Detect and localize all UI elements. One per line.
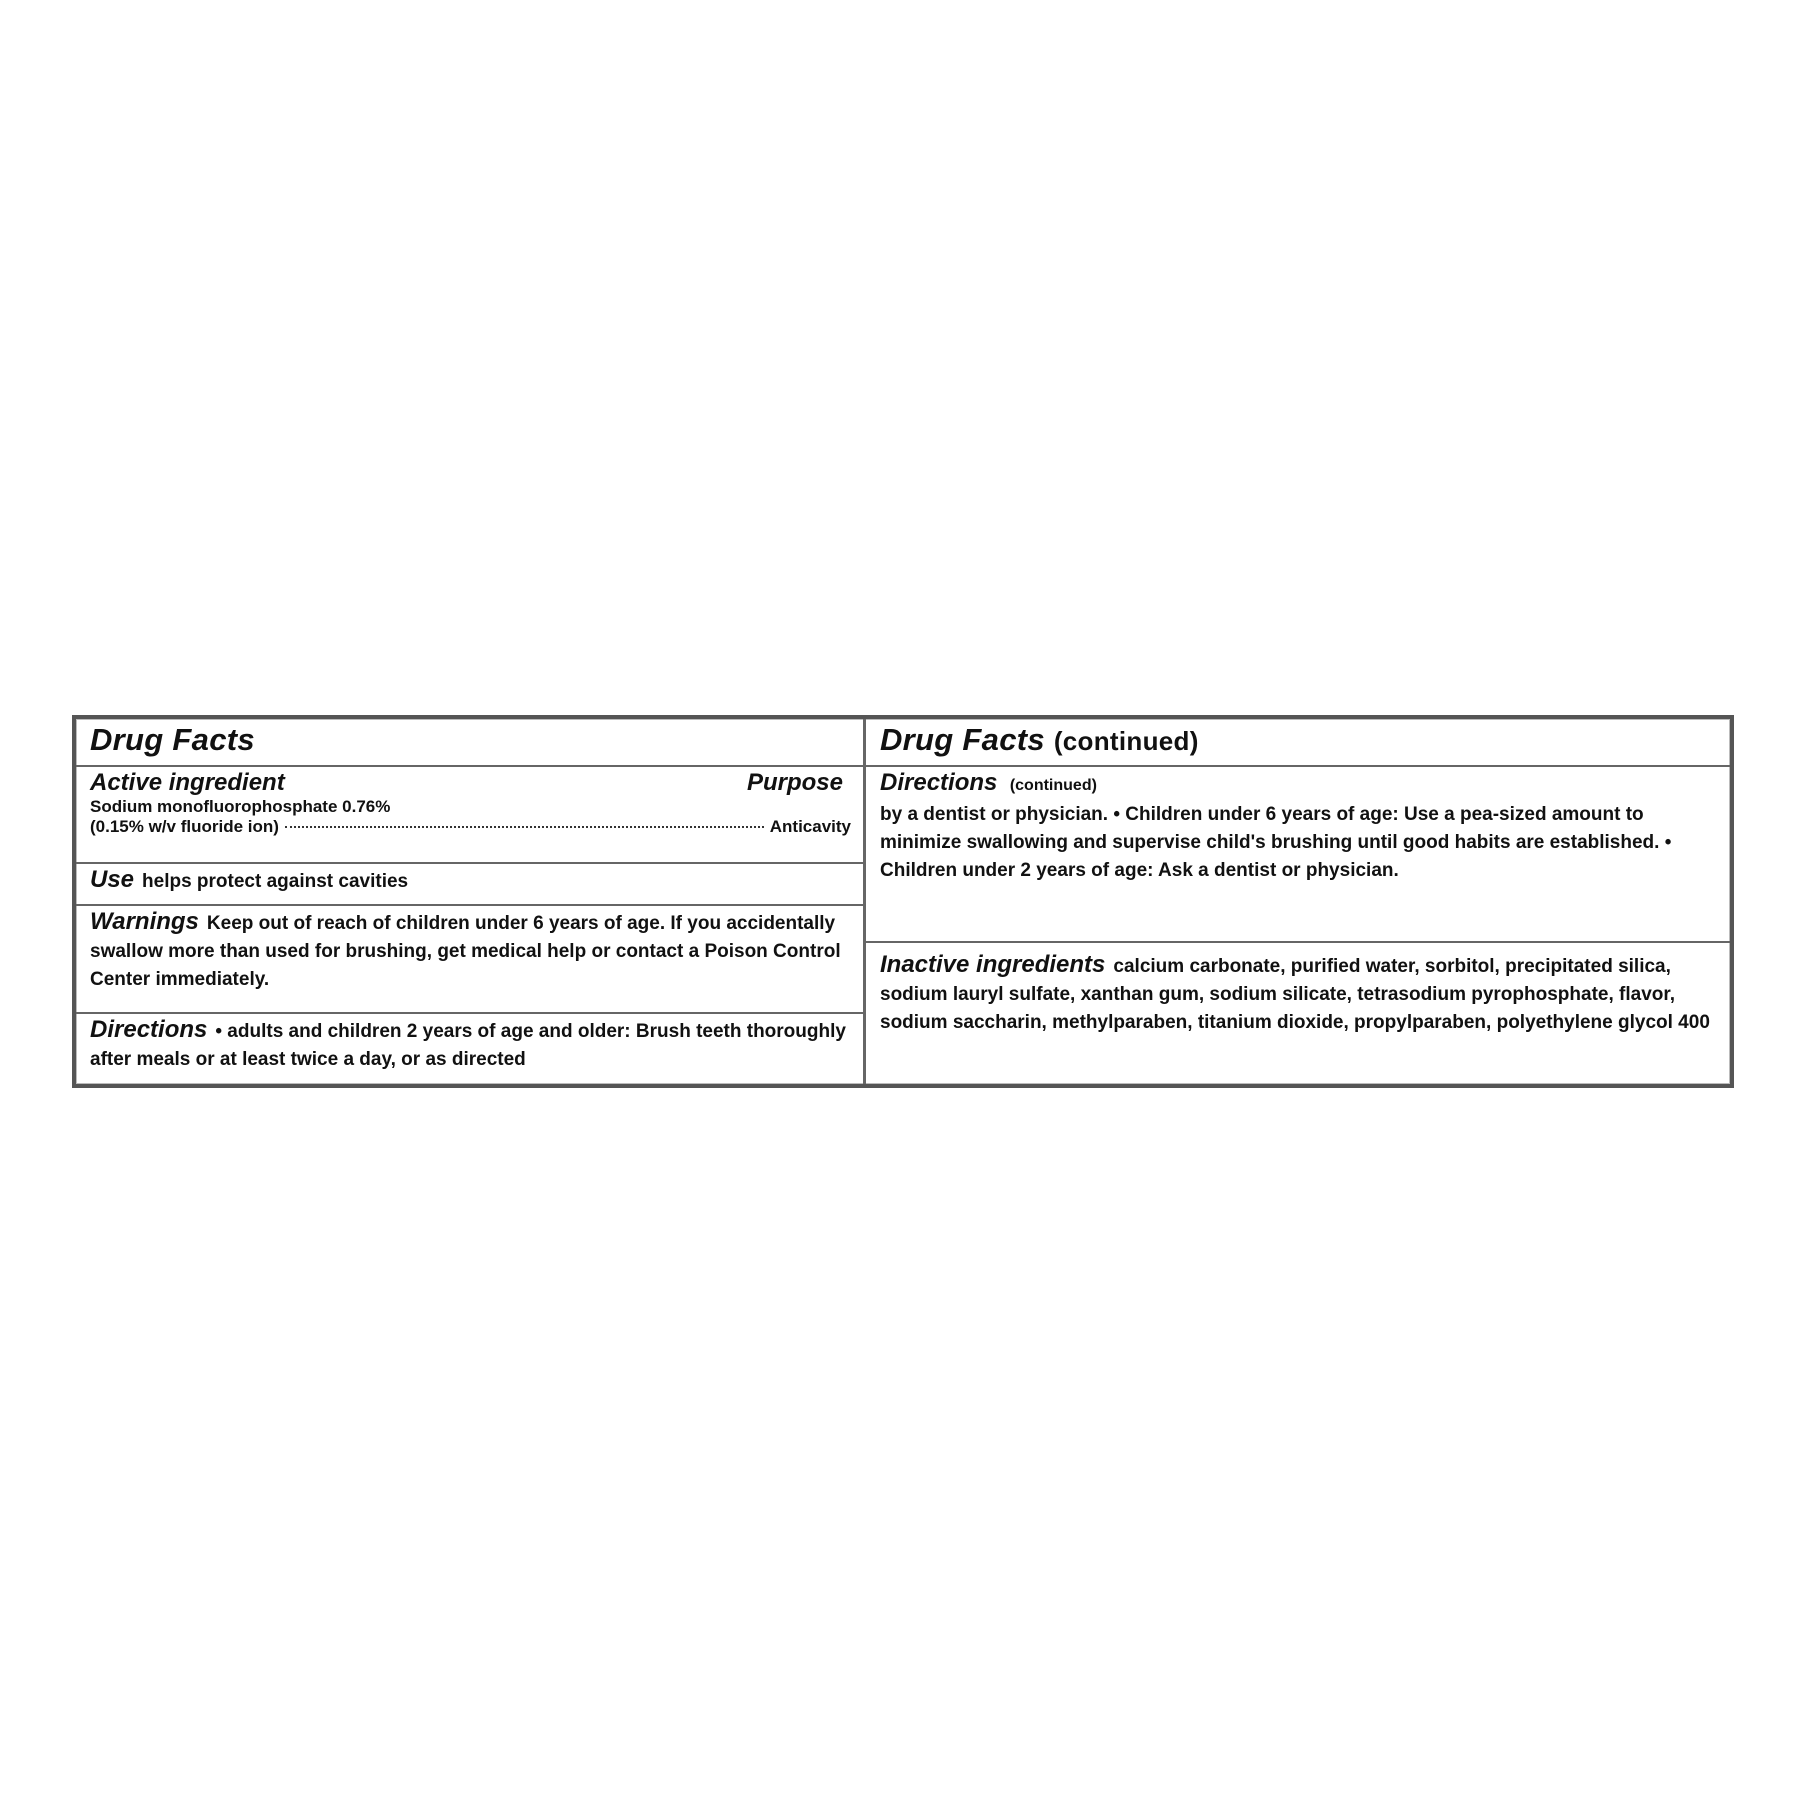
active-ingredient-section	[76, 767, 863, 864]
right-title-line	[880, 721, 1718, 760]
warnings-text: Keep out of reach of children under 6 years of age. If you accidentally swallow more than used for brushing, get medical help or contact a Poison Control Center immediately.	[90, 913, 841, 990]
right-title: Drug Facts	[880, 722, 1045, 757]
directions-paragraph	[90, 1016, 851, 1074]
left-title-section	[76, 719, 863, 767]
drug-facts-label	[72, 715, 1734, 1088]
directions-continued-heading: Directions	[880, 769, 998, 796]
left-title: Drug Facts	[90, 722, 255, 757]
warnings-paragraph	[90, 908, 851, 994]
active-purpose: Anticavity	[769, 817, 851, 836]
use-text: helps protect against cavities	[142, 871, 409, 892]
active-ingredient-heading: Active ingredient	[90, 769, 285, 796]
inactive-text: calcium carbonate, purified water, sorbitol, precipitated silica, sodium lauryl sulfate, xanthan gum, sodium silicate, tetrasodium pyrophosphate, flavor, sodium saccharin, methylparaben, titanium dioxide, propylparaben, polyethylene glycol 400	[880, 956, 1710, 1033]
directions-continued-sub: (continued)	[1009, 777, 1097, 794]
active-ingredient-line2: (0.15% w/v fluoride ion)	[90, 817, 279, 836]
active-ingredient-leader-row	[90, 817, 851, 837]
directions-continued-section	[866, 767, 1730, 943]
inactive-ingredients-section	[866, 943, 1730, 1084]
active-ingredient-line1: Sodium monofluorophosphate 0.76%	[90, 797, 391, 816]
inactive-paragraph	[880, 951, 1718, 1037]
directions-continued-text: by a dentist or physician. • Children under 6 years of age: Use a pea-sized amount to minimize swallowing and supervise child's brushing until good habits are established. • Children under 2 years of age: Ask a dentist or physician.	[880, 804, 1672, 881]
dotted-leader	[285, 826, 764, 828]
inactive-heading: Inactive ingredients	[880, 951, 1106, 978]
active-heading-row	[90, 769, 851, 797]
directions-continued-heading-line	[880, 769, 1718, 797]
directions-heading: Directions	[90, 1016, 208, 1043]
purpose-heading: Purpose	[746, 769, 843, 796]
directions-text: • adults and children 2 years of age and older: Brush teeth thoroughly after meals or at least twice a day, or as directed	[90, 1021, 846, 1070]
warnings-heading: Warnings	[90, 908, 199, 935]
directions-section	[76, 1014, 863, 1084]
warnings-section	[76, 906, 863, 1014]
use-heading: Use	[90, 866, 135, 893]
drug-facts-left-panel	[76, 719, 866, 1084]
right-title-continued: (continued)	[1053, 726, 1199, 756]
use-section	[76, 864, 863, 906]
right-title-section	[866, 719, 1730, 767]
drug-facts-right-panel	[866, 719, 1730, 1084]
